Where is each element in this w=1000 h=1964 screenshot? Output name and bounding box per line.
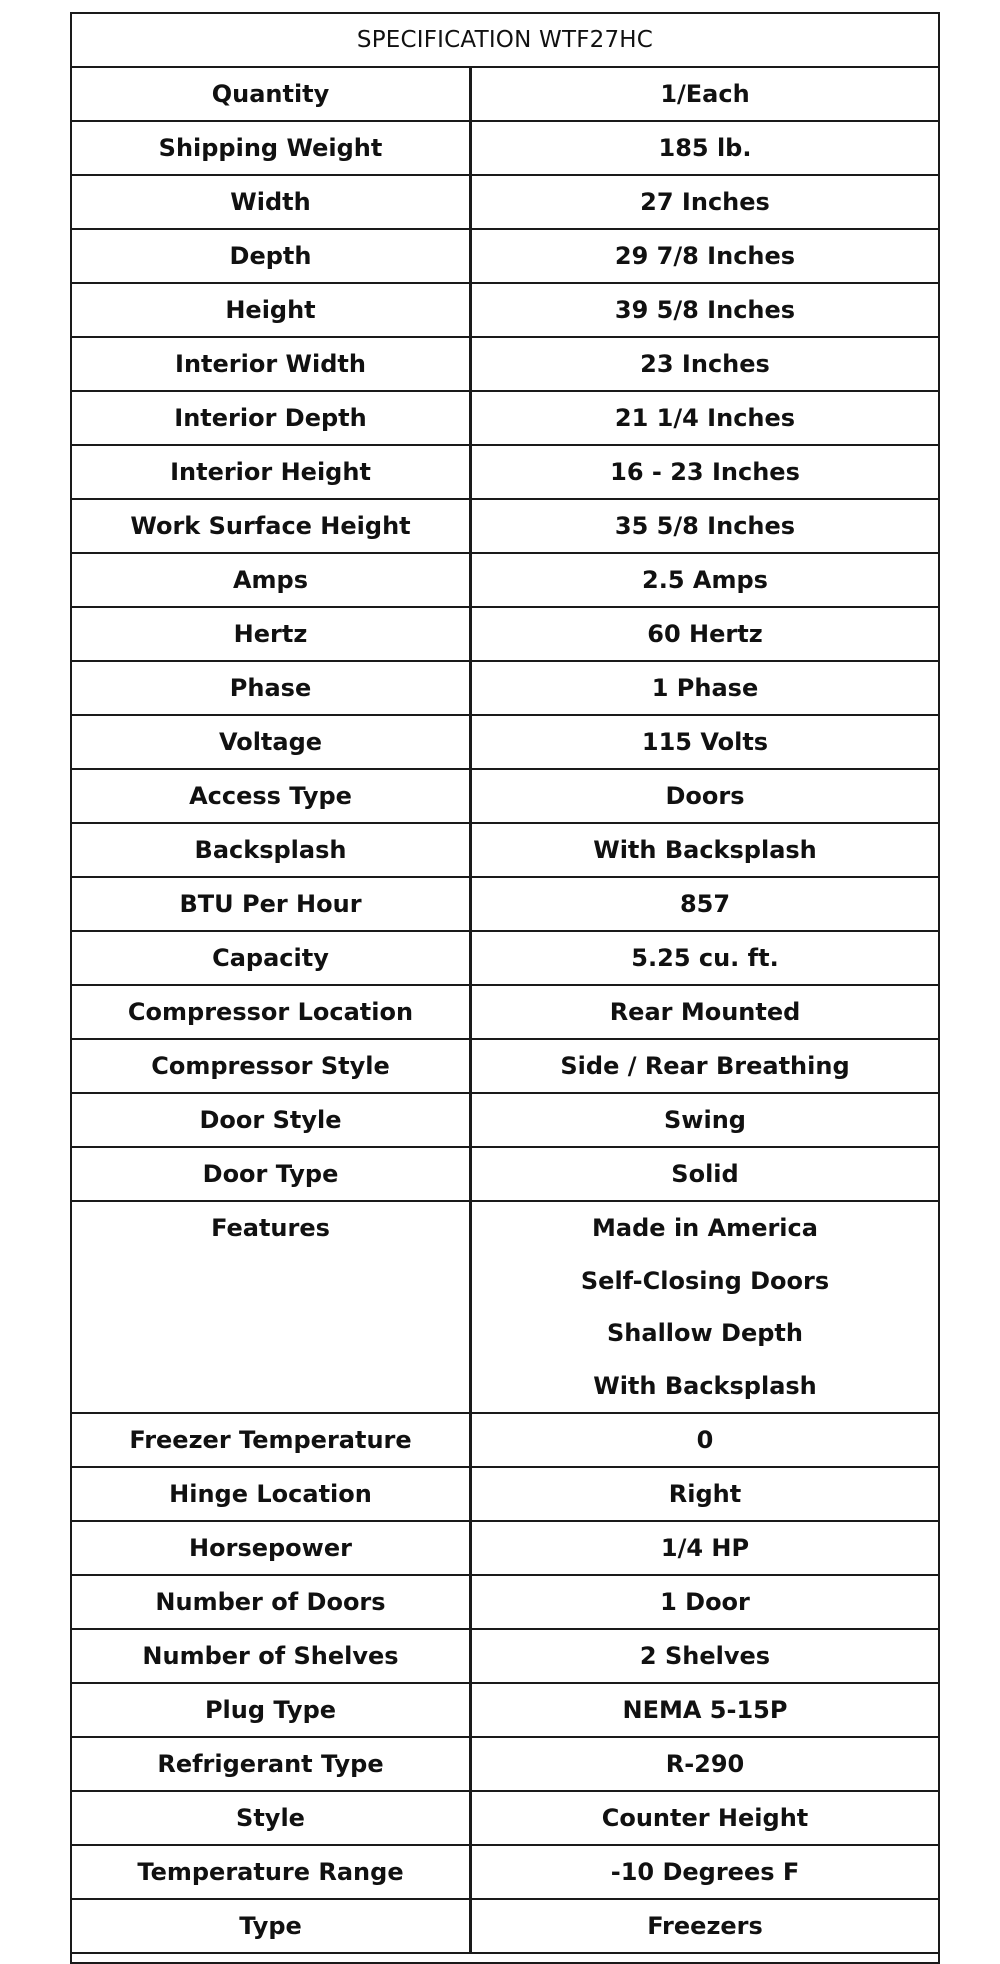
spec-label: BTU Per Hour	[72, 878, 472, 930]
table-row	[72, 1846, 938, 1900]
table-row	[72, 986, 938, 1040]
table-row	[72, 338, 938, 392]
spec-value	[472, 1148, 938, 1200]
spec-label: Interior Height	[72, 446, 472, 498]
specification-table	[70, 12, 940, 1964]
spec-label: Hinge Location	[72, 1468, 472, 1520]
spec-label: Type	[72, 1900, 472, 1952]
spec-value-line: Made in America	[592, 1214, 818, 1243]
spec-value-line: With Backsplash	[593, 1371, 817, 1400]
spec-value-line: 60 Hertz	[647, 620, 763, 648]
spec-label: Horsepower	[72, 1522, 472, 1574]
table-row	[72, 176, 938, 230]
spec-value-line: 29 7/8 Inches	[614, 242, 796, 270]
spec-label: Number of Doors	[72, 1576, 472, 1628]
table-row	[72, 446, 938, 500]
spec-value	[472, 824, 938, 876]
spec-value-line: 21 1/4 Inches	[614, 404, 796, 432]
spec-value-line: 39 5/8 Inches	[614, 296, 796, 324]
spec-value-line: 2 Shelves	[639, 1642, 771, 1670]
table-row	[72, 1468, 938, 1522]
table-row	[72, 1148, 938, 1202]
spec-value	[472, 1576, 938, 1628]
spec-value-line: Rear Mounted	[609, 998, 801, 1026]
spec-value	[472, 122, 938, 174]
table-row	[72, 770, 938, 824]
spec-label: Refrigerant Type	[72, 1738, 472, 1790]
spec-value-line: 1/4 HP	[660, 1534, 750, 1562]
spec-value	[472, 716, 938, 768]
spec-label: Plug Type	[72, 1684, 472, 1736]
spec-label: Backsplash	[72, 824, 472, 876]
table-row	[72, 1576, 938, 1630]
spec-value	[472, 1684, 938, 1736]
spec-value-line: Swing	[664, 1106, 746, 1134]
spec-value	[472, 1040, 938, 1092]
table-row	[72, 68, 938, 122]
table-row	[72, 230, 938, 284]
spec-value	[472, 662, 938, 714]
spec-label: Number of Shelves	[72, 1630, 472, 1682]
spec-value-line: Counter Height	[601, 1804, 809, 1832]
spec-value	[472, 230, 938, 282]
table-row	[72, 284, 938, 338]
spec-value-line: Solid	[671, 1160, 739, 1188]
table-row	[72, 122, 938, 176]
spec-value	[472, 1846, 938, 1898]
table-row	[72, 1630, 938, 1684]
table-row	[72, 554, 938, 608]
table-row	[72, 1900, 938, 1954]
spec-value-line: -10 Degrees F	[610, 1858, 800, 1886]
table-row	[72, 824, 938, 878]
spec-value-line: With Backsplash	[593, 836, 817, 864]
spec-value-line: 5.25 cu. ft.	[631, 944, 779, 972]
spec-value	[472, 392, 938, 444]
spec-value	[472, 68, 938, 120]
table-row	[72, 1522, 938, 1576]
spec-value	[472, 446, 938, 498]
spec-value-line: Side / Rear Breathing	[560, 1052, 850, 1080]
table-bottom-border	[72, 1954, 938, 1964]
spec-value-line: Doors	[665, 782, 745, 810]
spec-label: Interior Width	[72, 338, 472, 390]
table-row	[72, 392, 938, 446]
spec-value	[472, 770, 938, 822]
spec-value-line: 1/Each	[660, 80, 750, 108]
spec-label: Capacity	[72, 932, 472, 984]
spec-label: Door Type	[72, 1148, 472, 1200]
spec-value	[472, 1414, 938, 1466]
spec-label: Depth	[72, 230, 472, 282]
spec-value	[472, 284, 938, 336]
spec-value-line: NEMA 5-15P	[622, 1696, 788, 1724]
table-row	[72, 500, 938, 554]
spec-value-line: 35 5/8 Inches	[614, 512, 796, 540]
spec-label: Width	[72, 176, 472, 228]
spec-value-line: Freezers	[647, 1912, 763, 1940]
spec-value-line: 115 Volts	[641, 728, 769, 756]
table-row	[72, 1040, 938, 1094]
table-row	[72, 878, 938, 932]
spec-label: Features	[72, 1202, 472, 1412]
spec-value	[472, 338, 938, 390]
spec-value	[472, 878, 938, 930]
spec-value	[472, 554, 938, 606]
spec-label: Hertz	[72, 608, 472, 660]
spec-label: Phase	[72, 662, 472, 714]
spec-value	[472, 1522, 938, 1574]
spec-value-line: Shallow Depth	[607, 1319, 803, 1348]
spec-value-line: 1 Door	[660, 1588, 750, 1616]
spec-value	[472, 608, 938, 660]
spec-value	[472, 1094, 938, 1146]
spec-value	[472, 1468, 938, 1520]
spec-label: Work Surface Height	[72, 500, 472, 552]
spec-label: Temperature Range	[72, 1846, 472, 1898]
table-row	[72, 1094, 938, 1148]
spec-label: Compressor Style	[72, 1040, 472, 1092]
spec-label: Quantity	[72, 68, 472, 120]
table-row	[72, 608, 938, 662]
table-row	[72, 716, 938, 770]
spec-value-line: 1 Phase	[651, 674, 759, 702]
spec-value	[472, 1630, 938, 1682]
spec-value-line: R-290	[665, 1750, 745, 1778]
table-title: SPECIFICATION WTF27HC	[72, 14, 938, 68]
spec-label: Access Type	[72, 770, 472, 822]
spec-value	[472, 1738, 938, 1790]
table-row	[72, 1202, 938, 1414]
table-row	[72, 1414, 938, 1468]
spec-label: Shipping Weight	[72, 122, 472, 174]
spec-value	[472, 932, 938, 984]
spec-value-line: Right	[668, 1480, 742, 1508]
table-row	[72, 1684, 938, 1738]
spec-label: Amps	[72, 554, 472, 606]
table-row	[72, 1738, 938, 1792]
spec-label: Interior Depth	[72, 392, 472, 444]
spec-value-line: 0	[696, 1426, 714, 1454]
table-row	[72, 932, 938, 986]
spec-value-line: Self-Closing Doors	[580, 1266, 830, 1295]
spec-label: Style	[72, 1792, 472, 1844]
spec-label: Door Style	[72, 1094, 472, 1146]
spec-value	[472, 986, 938, 1038]
spec-value	[472, 176, 938, 228]
spec-value	[472, 1792, 938, 1844]
spec-value-line: 27 Inches	[640, 188, 770, 216]
spec-value-line: 23 Inches	[640, 350, 770, 378]
table-row	[72, 1792, 938, 1846]
table-body	[72, 68, 938, 1954]
spec-value-line: 2.5 Amps	[642, 566, 768, 594]
spec-value	[472, 1900, 938, 1952]
table-row	[72, 662, 938, 716]
spec-label: Freezer Temperature	[72, 1414, 472, 1466]
spec-label: Height	[72, 284, 472, 336]
spec-value-line: 185 lb.	[658, 134, 752, 162]
spec-label: Compressor Location	[72, 986, 472, 1038]
spec-value-line: 16 - 23 Inches	[610, 458, 800, 486]
spec-value-line: 857	[679, 890, 731, 918]
spec-value	[472, 1202, 938, 1412]
spec-value	[472, 500, 938, 552]
spec-label: Voltage	[72, 716, 472, 768]
